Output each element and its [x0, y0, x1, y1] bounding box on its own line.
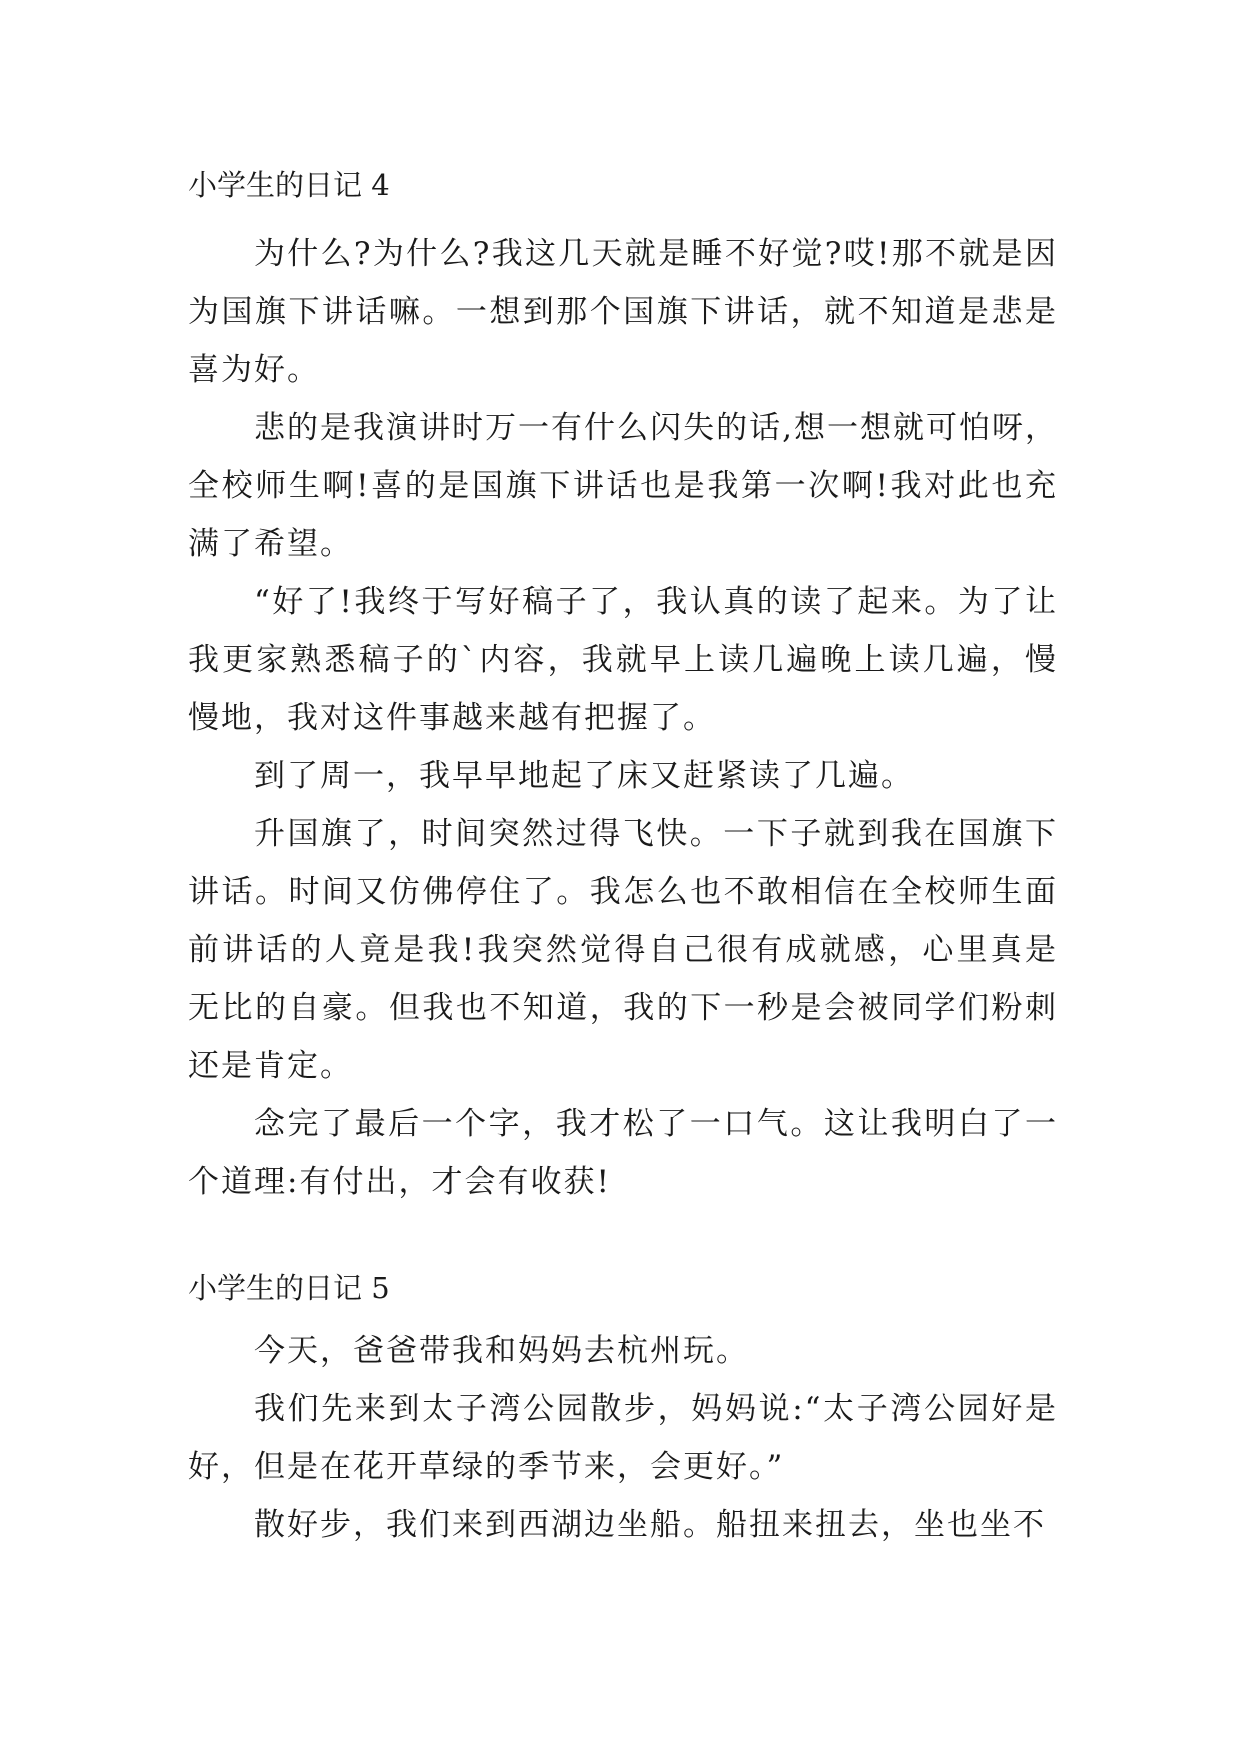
paragraph: 为什么?为什么?我这几天就是睡不好觉?哎!那不就是因为国旗下讲话嘛。一想到那个国旗下讲话，就不知道是悲是喜为好。	[188, 236, 1058, 388]
paragraph: 今天，爸爸带我和妈妈去杭州玩。	[254, 1333, 749, 1369]
entry-body	[188, 1322, 1058, 1554]
paragraph: 到了周一，我早早地起了床又赶紧读了几遍。	[254, 758, 914, 794]
entry-title: 小学生的日记 5	[188, 1271, 390, 1305]
paragraph: 散好步，我们来到西湖边坐船。船扭来扭去，坐也坐不	[254, 1507, 1046, 1543]
paragraph: 我们先来到太子湾公园散步，妈妈说:“太子湾公园好是好，但是在花开草绿的季节来，会更好。”	[188, 1391, 1058, 1485]
paragraph: 悲的是我演讲时万一有什么闪失的话,想一想就可怕呀，全校师生啊!喜的是国旗下讲话也是我第一次啊!我对此也充满了希望。	[188, 410, 1058, 562]
diary-entry-5	[188, 1268, 1058, 1554]
entry-title: 小学生的日记 4	[188, 168, 390, 202]
diary-entry-4	[188, 165, 1058, 1211]
paragraph: 念完了最后一个字，我才松了一口气。这让我明白了一个道理:有付出，才会有收获!	[188, 1106, 1058, 1200]
paragraph: “好了!我终于写好稿子了，我认真的读了起来。为了让我更家熟悉稿子的`内容，我就早上读几遍晚上读几遍，慢慢地，我对这件事越来越有把握了。	[188, 584, 1058, 736]
paragraph: 升国旗了，时间突然过得飞快。一下子就到我在国旗下讲话。时间又仿佛停住了。我怎么也不敢相信在全校师生面前讲话的人竟是我!我突然觉得自己很有成就感，心里真是无比的自豪。但我也不知道，我的下一秒是会被同学们粉刺还是肯定。	[188, 816, 1058, 1084]
entry-body	[188, 225, 1058, 1211]
